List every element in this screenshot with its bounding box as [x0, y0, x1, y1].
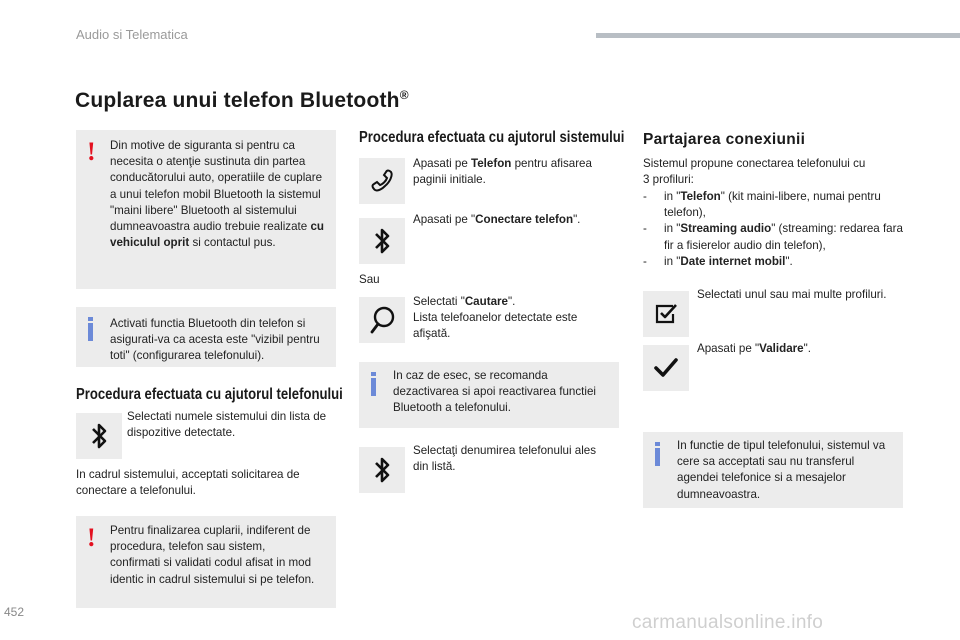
- exclamation-icon: !: [87, 523, 96, 552]
- checkbox-tick-icon: [653, 301, 679, 327]
- header-bar: [596, 33, 960, 38]
- profile-option: - in "Date internet mobil".: [643, 254, 905, 270]
- bluetooth-icon-box: [76, 413, 122, 459]
- step-select-phone: Selectaţi denumirea telefonului ales din listă.: [413, 444, 597, 474]
- page-number: 452: [4, 605, 25, 619]
- step-select-system: Selectati numele sistemului din lista de dispozitive detectate.: [127, 410, 327, 440]
- magnifier-icon: [367, 304, 397, 336]
- accept-request-text: In cadrul sistemului, acceptati solicitarea de conectare a telefonului.: [76, 468, 300, 498]
- page-title: [75, 88, 409, 113]
- warning-box-pairing: [76, 516, 336, 608]
- exclamation-icon: !: [87, 137, 96, 166]
- info-icon: [88, 317, 93, 341]
- section-title-sharing: Partajarea conexiunii: [643, 131, 806, 148]
- step-press-phone: Apasati pe Telefon pentru afisarea paginii initiale.: [413, 157, 592, 187]
- check-icon-box: [643, 345, 689, 391]
- info-icon: [371, 372, 376, 396]
- step-select-profiles: Selectati unul sau mai multe profiluri.: [697, 288, 887, 301]
- phone-handset-icon: [368, 167, 396, 195]
- profiles-intro: Sistemul propune conectarea telefonului cu 3 profiluri:: [643, 157, 866, 187]
- section-title-system-procedure: Procedura efectuata cu ajutorul sistemului: [359, 129, 625, 146]
- phone-icon-box: [359, 158, 405, 204]
- info-text-activate: Activati functia Bluetooth din telefon si asigurati-va ca acesta este "vizibil pentru toti" (configurarea telefonului).: [110, 317, 320, 363]
- section-title-phone-procedure: Procedura efectuata cu ajutorul telefonului: [76, 386, 343, 403]
- profile-option: - in "Telefon" (kit maini-libere, numai pentru telefon),: [643, 189, 905, 221]
- bluetooth-icon-box: [359, 218, 405, 264]
- info-box-failure: [359, 362, 619, 428]
- warning-text-safety: Din motive de siguranta si pentru ca necesita o atenţie sustinuta din partea conducătorului auto, operatiile de cuplare a unui telefon mobil Bluetooth la sistemul "maini libere" Bluetooth al sistemului dumneavoastra audio trebuie realizate cu vehiculul oprit si contactul pus.: [110, 139, 324, 250]
- step-validate: Apasati pe "Validare".: [697, 342, 811, 355]
- checkmark-icon: [653, 357, 679, 379]
- step-search: Selectati "Cautare". Lista telefoanelor detectate este afişată.: [413, 295, 578, 341]
- search-icon-box: [359, 297, 405, 343]
- page-title-text: Cuplarea unui telefon Bluetooth: [75, 89, 400, 112]
- registered-mark: ®: [399, 88, 409, 102]
- info-box-activate: [76, 307, 336, 367]
- bluetooth-icon-box: [359, 447, 405, 493]
- info-icon: [655, 442, 660, 466]
- bluetooth-icon: [88, 420, 110, 452]
- checkbox-icon-box: [643, 291, 689, 337]
- warning-box-safety: [76, 130, 336, 289]
- warning-text-pairing: Pentru finalizarea cuplarii, indiferent de procedura, telefon sau sistem, confirmati si validati codul afisat in mod identic in cadrul sistemului si pe telefon.: [110, 524, 315, 586]
- bluetooth-icon: [371, 225, 393, 257]
- watermark: carmanualsonline.info: [632, 612, 824, 633]
- or-label: Sau: [359, 273, 380, 286]
- bluetooth-icon: [371, 454, 393, 486]
- info-box-phonebook: [643, 432, 903, 508]
- profile-option: - in "Streaming audio" (streaming: redarea fara fir a fisierelor audio din telefon),: [643, 221, 905, 253]
- step-connect-phone: Apasati pe "Conectare telefon".: [413, 213, 581, 226]
- profile-options-list: [643, 189, 905, 270]
- info-text-failure: In caz de esec, se recomanda dezactivarea si apoi reactivarea functiei Bluetooth a telefonului.: [393, 369, 596, 415]
- running-header: Audio si Telematica: [76, 27, 188, 42]
- info-text-phonebook: In functie de tipul telefonului, sistemul va cere sa acceptati sau nu transferul agendei telefonice si a mesajelor dumneavoastra.: [677, 439, 886, 501]
